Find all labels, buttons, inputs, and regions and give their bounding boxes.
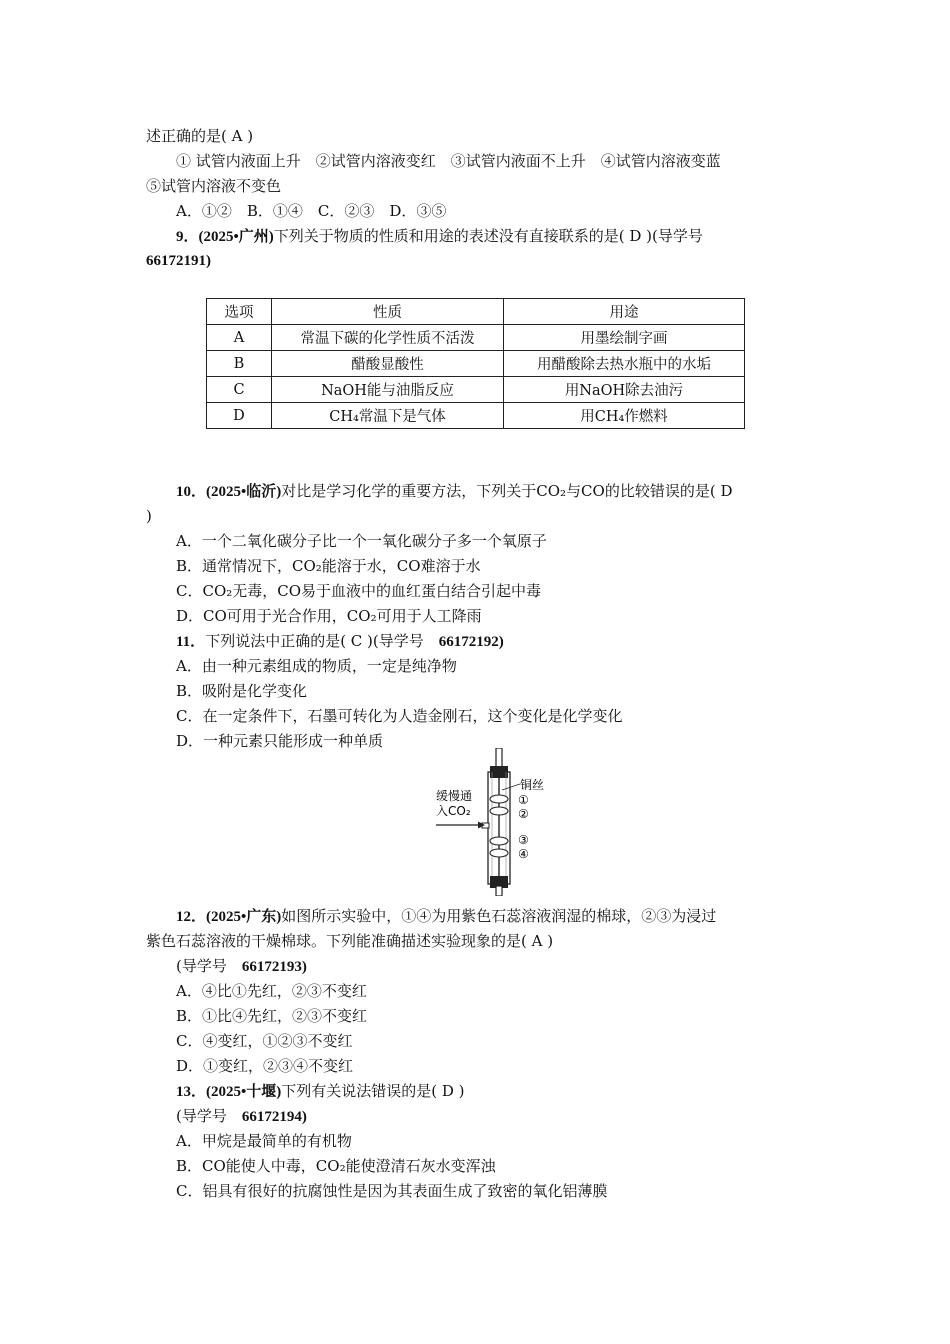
q11-number: 11． <box>176 634 206 650</box>
q12-choice-b: B．①比④先红，②③不变红 <box>176 1007 368 1025</box>
cotton-ball-2 <box>490 807 508 815</box>
q10-number: 10． <box>176 484 207 500</box>
q11-stem <box>176 631 504 652</box>
q10-choice-a: A．一个二氧化碳分子比一个一氧化碳分子多一个氧原子 <box>176 532 547 550</box>
q12-text: 如图所示实验中，①④为用紫色石蕊溶液润湿的棉球，②③为浸过 <box>281 907 717 925</box>
q12-stem <box>176 906 716 927</box>
table-header-cell: 用途 <box>504 299 745 325</box>
q11-guide-number: 66172192) <box>438 634 504 650</box>
experiment-apparatus-figure <box>430 748 560 896</box>
q13-stem <box>176 1081 465 1102</box>
q13-choice-c: C．铝具有很好的抗腐蚀性是因为其表面生成了致密的氧化铝薄膜 <box>176 1182 608 1200</box>
q8-choices: A．①② B．①④ C．②③ D．③⑤ <box>176 202 447 220</box>
table-cell: NaOH能与油脂反应 <box>272 377 504 403</box>
q9-guide-number: 66172191) <box>146 253 211 269</box>
q9-text: 下列关于物质的性质和用途的表述没有直接联系的是( D )(导学号 <box>273 227 703 245</box>
table-cell: 用NaOH除去油污 <box>504 377 745 403</box>
label-ball-1: ① <box>518 793 529 807</box>
table-cell: 用CH₄作燃料 <box>504 403 745 429</box>
table-cell: CH₄常温下是气体 <box>272 403 504 429</box>
q12-choice-d: D．①变红，②③④不变红 <box>176 1057 354 1075</box>
table-row <box>207 403 745 429</box>
cotton-ball-4 <box>490 849 508 857</box>
table-header-cell: 选项 <box>207 299 272 325</box>
q13-number: 13． <box>176 1084 207 1100</box>
label-inlet-2: 入CO₂ <box>436 804 471 818</box>
table-cell: A <box>207 325 272 351</box>
table-row <box>207 377 745 403</box>
q12-guide-label: (导学号 <box>176 957 242 975</box>
q10-source: (2025•临沂) <box>206 484 282 500</box>
q13-source: (2025•十堰) <box>206 1084 282 1100</box>
q10-stem <box>176 481 732 502</box>
table-header-cell: 性质 <box>272 299 504 325</box>
q13-text: 下列有关说法错误的是( D ) <box>281 1082 465 1100</box>
q11-choice-c: C．在一定条件下，石墨可转化为人造金刚石，这个变化是化学变化 <box>176 707 623 725</box>
bottom-glass-rod <box>496 886 502 896</box>
q12-guide <box>176 956 307 977</box>
q11-choice-a: A．由一种元素组成的物质，一定是纯净物 <box>176 657 457 675</box>
table-cell: D <box>207 403 272 429</box>
table-cell: 醋酸显酸性 <box>272 351 504 377</box>
cotton-ball-3 <box>490 837 508 845</box>
q12-choice-c: C．④变红，①②③不变红 <box>176 1032 353 1050</box>
table-cell: 常温下碳的化学性质不活泼 <box>272 325 504 351</box>
label-copper-wire: 铜丝 <box>520 778 545 792</box>
label-inlet-1: 缓慢通 <box>436 789 473 803</box>
q12-guide-number: 66172193) <box>241 959 307 975</box>
q12-source: (2025•广东) <box>206 909 282 925</box>
q12-number: 12． <box>176 909 207 925</box>
q12-stem-line2: 紫色石蕊溶液的干燥棉球。下列能准确描述实验现象的是( A ) <box>146 932 554 950</box>
q10-choice-c: C．CO₂无毒，CO易于血液中的血红蛋白结合引起中毒 <box>176 582 542 600</box>
q8-options-line1: ① 试管内液面上升 ②试管内溶液变红 ③试管内液面不上升 ④试管内溶液变蓝 <box>176 152 721 170</box>
table-header-row <box>207 299 745 325</box>
table-cell: 用醋酸除去热水瓶中的水垢 <box>504 351 745 377</box>
table-cell: B <box>207 351 272 377</box>
q9-stem <box>176 226 703 247</box>
q13-guide-number: 66172194) <box>241 1109 307 1125</box>
q13-choice-b: B．CO能使人中毒，CO₂能使澄清石灰水变浑浊 <box>176 1157 496 1175</box>
table-cell: 用墨绘制字画 <box>504 325 745 351</box>
q9-source: (2025•广州) <box>198 229 274 245</box>
table-cell: C <box>207 377 272 403</box>
cotton-ball-1 <box>490 795 508 803</box>
q13-guide <box>176 1106 307 1127</box>
q8-stem-tail: 述正确的是( A ) <box>146 127 254 145</box>
label-ball-3: ③ <box>518 833 529 847</box>
q13-guide-label: (导学号 <box>176 1107 242 1125</box>
q11-choice-d: D．一种元素只能形成一种单质 <box>176 732 384 750</box>
q10-text: 对比是学习化学的重要方法，下列关于CO₂与CO的比较错误的是( D <box>281 482 733 500</box>
q9-table <box>206 298 745 429</box>
table-row <box>207 325 745 351</box>
q10-choice-d: D．CO可用于光合作用，CO₂可用于人工降雨 <box>176 607 482 625</box>
q10-choice-b: B．通常情况下，CO₂能溶于水，CO难溶于水 <box>176 557 481 575</box>
q12-choice-a: A．④比①先红，②③不变红 <box>176 982 367 1000</box>
label-ball-2: ② <box>518 807 529 821</box>
q9-number: 9． <box>176 229 199 245</box>
label-ball-4: ④ <box>518 847 529 861</box>
q11-text: 下列说法中正确的是( C )(导学号 <box>205 632 439 650</box>
q10-stem-end: ) <box>146 507 152 525</box>
table-row <box>207 351 745 377</box>
q8-options-line2: ⑤试管内溶液不变色 <box>146 177 282 195</box>
q13-choice-a: A．甲烷是最简单的有机物 <box>176 1132 352 1150</box>
q11-choice-b: B．吸附是化学变化 <box>176 682 308 700</box>
